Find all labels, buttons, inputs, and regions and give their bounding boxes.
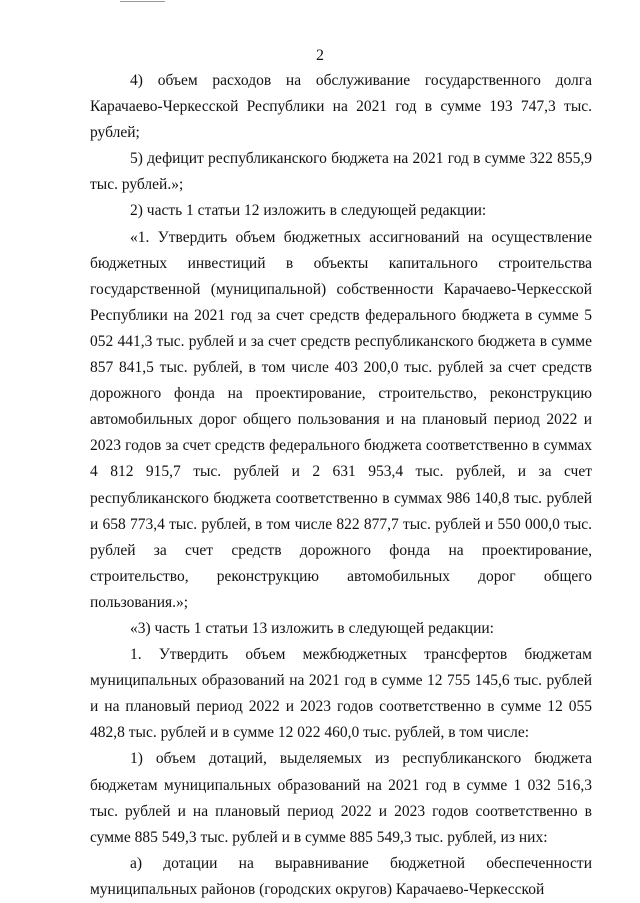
paragraph-article-13-amendment: «3) часть 1 статьи 13 изложить в следующей редакции: (130, 619, 494, 637)
paragraph-equalization-subsidies: а) дотации на выравнивание бюджетной обеспеченности муниципальных районов (городских округов) Карачаево-Черкесской (90, 854, 592, 898)
paragraph-budget-investments: «1. Утвердить объем бюджетных ассигнований на осуществление бюджетных инвестиций в объекты капитального строительства государственной (муниципальной) собственности Карачаево-Черкесской Республики на 2021 год за счет средств федерального бюджета в сумме 5 052 441,3 тыс. рублей и за счет средств республиканского бюджета в сумме 857 841,5 тыс. рублей, в том числе 403 200,0 тыс. рублей за счет средств дорожного фонда на проектирование, строительство, реконструкцию автомобильных дорог общего пользования и на плановый период 2022 и 2023 годов за счет средств федерального бюджета соответственно в суммах 4 812 915,7 тыс. рублей и 2 631 953,4 тыс. рублей, и за счет республиканского бюджета соответственно в суммах 986 140,8 тыс. рублей и 658 773,4 тыс. рублей, в том числе 822 877,7 тыс. рублей и 550 000,0 тыс. рублей за счет средств дорожного фонда на проектирование, строительство, реконструкцию автомобильных дорог общего пользования.»; (90, 228, 592, 611)
page-number: 2 (316, 47, 324, 64)
paragraph-budget-deficit: 5) дефицит республиканского бюджета на 2021 год в сумме 322 855,9 тыс. рублей.»; (90, 150, 592, 194)
paragraph-article-12-amendment: 2) часть 1 статьи 12 изложить в следующей редакции: (130, 202, 487, 220)
paragraph-subsidies-volume: 1) объем дотаций, выделяемых из республиканского бюджета бюджетам муниципальных образований на 2021 год в сумме 1 032 516,3 тыс. рублей и на плановый период 2022 и 2023 годов соответственно в сумме 885 549,3 тыс. рублей и в сумме 885 549,3 тыс. рублей, из них: (90, 750, 592, 846)
scan-edge-mark (120, 1, 165, 2)
document-body (90, 68, 592, 903)
paragraph-debt-service-expenses: 4) объем расходов на обслуживание государственного долга Карачаево-Черкесской Республики на 2021 год в сумме 193 747,3 тыс. рублей; (90, 72, 592, 142)
paragraph-interbudget-transfers: 1. Утвердить объем межбюджетных трансфертов бюджетам муниципальных образований на 2021 год в сумме 12 755 145,6 тыс. рублей и на плановый период 2022 и 2023 годов соответственно в сумме 12 055 482,8 тыс. рублей и в сумме 12 022 460,0 тыс. рублей, в том числе: (90, 646, 592, 742)
